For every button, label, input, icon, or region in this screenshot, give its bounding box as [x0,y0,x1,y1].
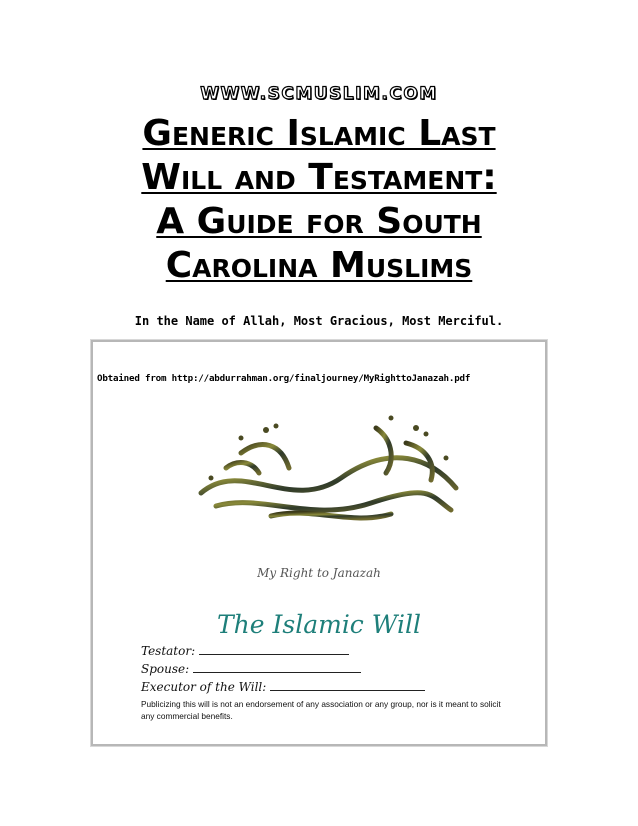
executor-blank [270,680,425,691]
spouse-field [141,662,361,676]
document-title [0,112,638,288]
spouse-blank [193,662,361,673]
title-line-2: Will and Testament: [141,157,497,198]
title-line-1: Generic Islamic Last [142,113,496,154]
title-line-3: A Guide for South [156,201,482,242]
embedded-cover-image [91,340,547,746]
executor-label: Executor of the Will: [141,680,267,694]
site-url: WWW.SCMUSLIM.COM [200,84,438,104]
source-note: Obtained from http://abdurrahman.org/finaljourney/MyRighttoJanazah.pdf [97,373,471,384]
testator-field [141,644,349,658]
cover-title: The Islamic Will [216,610,422,639]
basmala-calligraphy-icon [181,398,471,528]
testator-blank [199,644,349,655]
title-line-4: Carolina Muslims [165,245,473,286]
disclaimer-text: Publicizing this will is not an endorsement of any association or any group, nor is it meant to solicit any commercial benefits. [141,699,501,721]
cover-subtitle: My Right to Janazah [257,566,381,580]
invocation-line: In the Name of Allah, Most Gracious, Most Merciful. [134,314,504,328]
testator-label: Testator: [141,644,196,658]
spouse-label: Spouse: [141,662,190,676]
executor-field [141,680,425,694]
